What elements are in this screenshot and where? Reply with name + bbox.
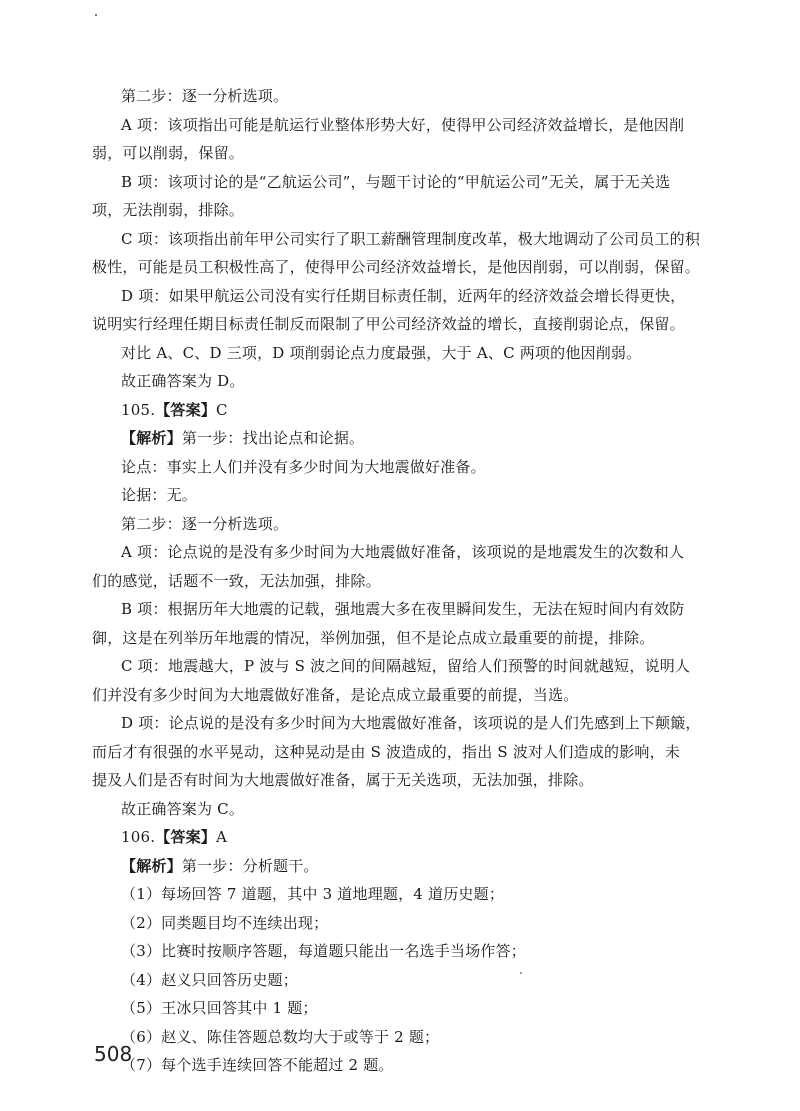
text-line: B 项：该项讨论的是“乙航运公司”，与题干讨论的“甲航运公司”无关，属于无关选 (121, 172, 671, 191)
text-line: 论据：无。 (121, 486, 198, 504)
text-line: 105.【答案】C (121, 400, 228, 419)
text-line: 故正确答案为 D。 (121, 372, 245, 390)
section-marker: 【答案】 (155, 400, 217, 419)
section-marker: 【答案】 (155, 828, 217, 846)
text-line: B 项：根据历年大地震的记载，强地震大多在夜里瞬间发生，无法在短时间内有效防 (121, 600, 685, 618)
text-line: （2）同类题目均不连续出现； (121, 913, 329, 932)
text-line: 项，无法削弱，排除。 (92, 201, 245, 219)
text-line: 论点：事实上人们并没有多少时间为大地震做好准备。 (121, 457, 486, 476)
text-line: A 项：论点说的是没有多少时间为大地震做好准备，该项说的是地震发生的次数和人 (121, 543, 685, 561)
text-line: C 项：该项指出前年甲公司实行了职工薪酬管理制度改革，极大地调动了公司员工的积 (121, 229, 701, 248)
page-number: 508 (94, 1042, 133, 1066)
text-line: （4）赵义只回答历史题； (121, 970, 298, 989)
text-line: D 项：如果甲航运公司没有实行任期目标责任制，近两年的经济效益会增长得更快， (121, 286, 686, 305)
text-line: （1）每场回答 7 道题，其中 3 道地理题，4 道历史题； (121, 885, 505, 903)
text-line: 提及人们是否有时间为大地震做好准备，属于无关选项，无法加强，排除。 (92, 771, 594, 789)
text-line: 们并没有多少时间为大地震做好准备，是论点成立最重要的前提，当选。 (92, 685, 579, 704)
text-line: 第二步：逐一分析选项。 (121, 514, 289, 533)
text-line: 【解析】第一步：分析题干。 (121, 856, 319, 875)
text-line: 故正确答案为 C。 (121, 799, 245, 818)
section-marker: 【解析】 (121, 856, 182, 875)
text-line: （3）比赛时按顺序答题，每道题只能出一名选手当场作答； (121, 942, 526, 960)
text-line: 说明实行经理任期目标责任制反而限制了甲公司经济效益的增长，直接削弱论点，保留。 (92, 315, 685, 333)
text-line: D 项：论点说的是没有多少时间为大地震做好准备，该项说的是人们先感到上下颠簸， (121, 714, 701, 732)
text-line: 第二步：逐一分析选项。 (121, 87, 289, 105)
text-line: 们的感觉，话题不一致，无法加强，排除。 (92, 571, 381, 590)
scan-speck (95, 14, 97, 16)
section-marker: 【解析】 (121, 429, 182, 447)
text-line: C 项：地震越大，P 波与 S 波之间的间隔越短，留给人们预警的时间就越短，说明人 (121, 657, 691, 675)
text-line: 弱，可以削弱，保留。 (92, 144, 245, 162)
text-line: 极性，可能是员工积极性高了，使得甲公司经济效益增长，是他因削弱，可以削弱，保留。 (92, 258, 701, 276)
text-line: （5）王冰只回答其中 1 题； (121, 999, 318, 1017)
text-line: 【解析】第一步：找出论点和论据。 (121, 429, 365, 447)
text-line: （7）每个选手连续回答不能超过 2 题。 (121, 1056, 394, 1074)
text-line: A 项：该项指出可能是航运行业整体形势大好，使得甲公司经济效益增长，是他因削 (121, 115, 685, 134)
text-line: （6）赵义、陈佳答题总数均大于或等于 2 题； (121, 1027, 440, 1046)
text-line: 对比 A、C、D 三项，D 项削弱论点力度最强，大于 A、C 两项的他因削弱。 (121, 343, 642, 362)
text-line: 106.【答案】A (121, 828, 228, 846)
text-line: 而后才有很强的水平晃动，这种晃动是由 S 波造成的，指出 S 波对人们造成的影响，未 (92, 742, 681, 761)
text-line: 御，这是在列举历年地震的情况，举例加强，但不是论点成立最重要的前提，排除。 (92, 628, 655, 647)
